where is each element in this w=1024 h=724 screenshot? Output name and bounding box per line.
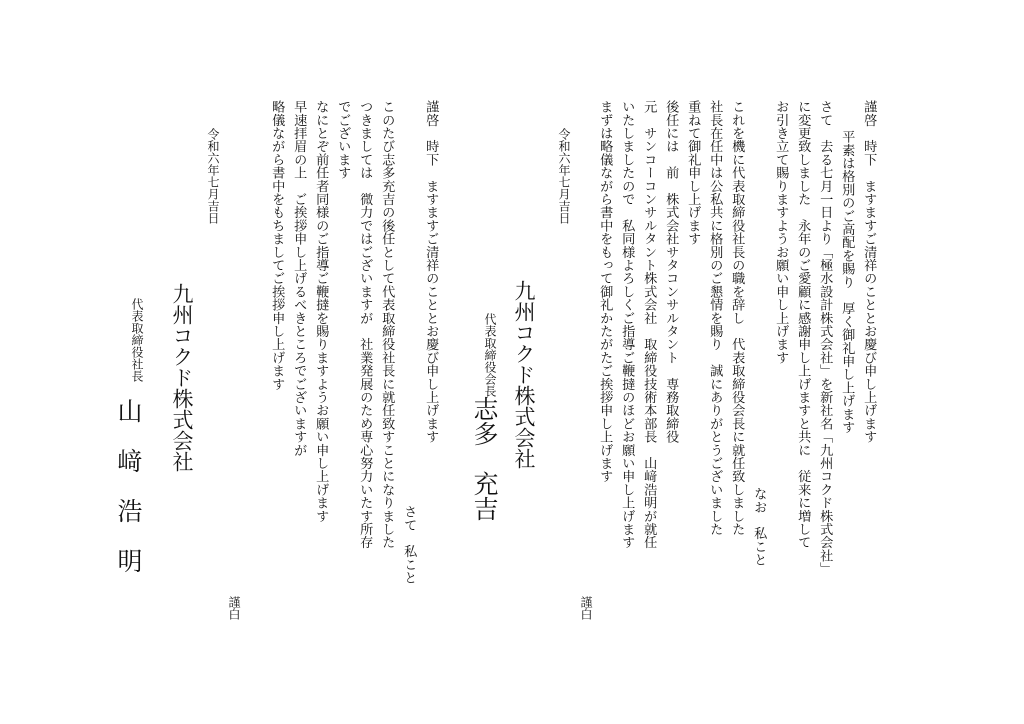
- letter-left-date: 令和六年七月吉日: [206, 128, 220, 224]
- letter-right-line: 社長在任中は公私共に格別のご懇情を賜り 誠にありがとうございました: [707, 100, 723, 536]
- letter-left-closing: 謹白: [227, 596, 241, 620]
- letter-right-line: 重ねて御礼申し上げます: [685, 100, 701, 246]
- letter-right-closing: 謹白: [579, 596, 593, 620]
- letter-left-line: 早速拝眉の上 ご挨拶申し上げるべきところでございますが: [291, 100, 307, 457]
- letter-left-line: でございます: [335, 100, 351, 180]
- letter-right-line: 謹啓 時下 ますますご清祥のこととお慶び申し上げます: [861, 100, 877, 444]
- letter-right-line: さて 去る七月一日より「極水設計株式会社」を新社名「九州コクド株式会社」: [817, 100, 833, 576]
- letter-right-line: これを機に代表取締役社長の職を辞し 代表取締役会長に就任致しました: [729, 100, 745, 536]
- letter-left-line: つきましては 微力ではございますが 社業発展のため専心努力いたす所存: [357, 100, 373, 549]
- letter-right-line: 元 サンコーコンサルタント株式会社 取締役技術本部長 山﨑浩明が就任: [641, 100, 657, 549]
- letter-left-line: このたび志多充吉の後任として代表取締役社長に就任致すことになりました: [379, 100, 395, 549]
- letter-right-line: 平素は格別のご高配を賜り 厚く御礼申し上げます: [839, 130, 855, 434]
- letter-left-signatory: 山 﨑 浩 明: [114, 398, 143, 573]
- letter-left-title: 代表取締役社長: [130, 298, 144, 382]
- letter-right-line: に変更致しました 永年のご愛顧に感謝申し上げますと共に 従来に増して: [795, 100, 811, 549]
- letter-right-company: 九州コクド株式会社: [512, 280, 536, 469]
- letter-left-line: 謹啓 時下 ますますご清祥のこととお慶び申し上げます: [423, 100, 439, 444]
- letter-left-company: 九州コクド株式会社: [170, 283, 194, 472]
- letter-right-line: まずは略儀ながら書中をもって御礼かたがたご挨拶申し上げます: [597, 100, 613, 483]
- letter-left-line: なにとぞ前任者同様のご指導ご鞭撻を賜りますようお願い申し上げます: [313, 100, 329, 523]
- letter-right-line: なお 私こと: [751, 487, 767, 567]
- letter-right-line: いたしましたので 私同様よろしくご指導ご鞭撻のほどお願い申し上げます: [619, 100, 635, 549]
- letter-right-line: お引き立て賜りますようお願い申し上げます: [773, 100, 789, 364]
- letter-left-line: 略儀ながら書中をもちましてご挨拶申し上げます: [269, 100, 285, 391]
- letter-left-line: さて 私こと: [401, 505, 417, 585]
- letter-right-line: 後任には 前 株式会社サタコンサルタント 専務取締役: [663, 100, 679, 444]
- letter-right-title: 代表取締役会長: [483, 313, 497, 397]
- letter-right-signatory: 志多 充吉: [470, 396, 499, 521]
- letter-right-date: 令和六年七月吉日: [557, 128, 571, 224]
